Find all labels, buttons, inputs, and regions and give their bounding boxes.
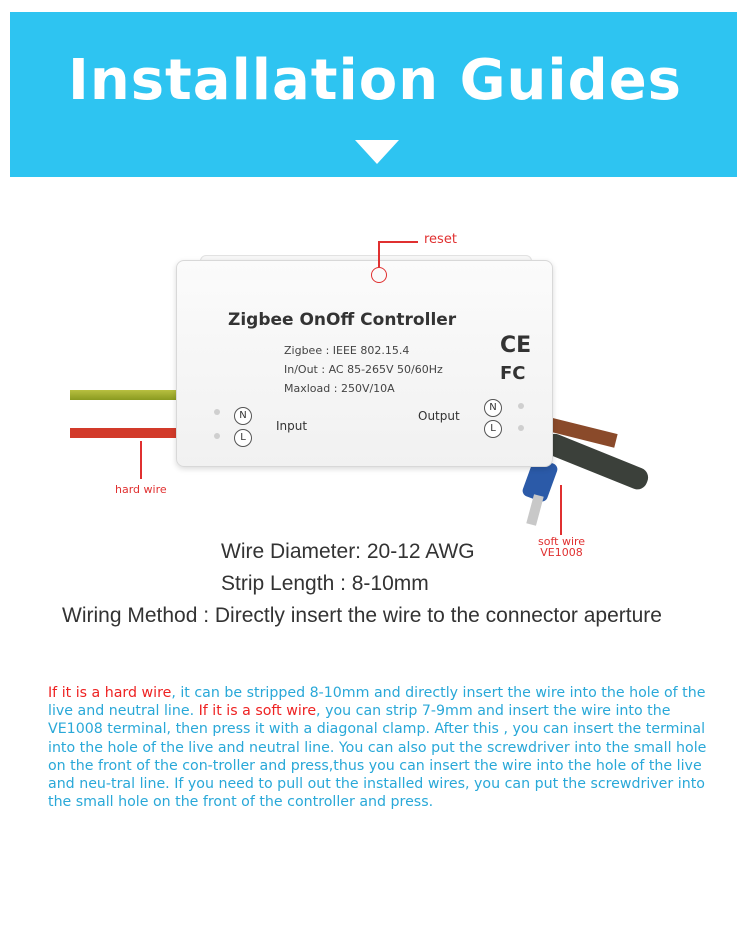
screw-hole (518, 425, 524, 431)
ce-mark-icon: CE (500, 333, 532, 358)
device-illustration (0, 185, 750, 565)
soft-wire-text: soft wire (538, 535, 586, 548)
installation-instructions (48, 684, 728, 811)
hard-wire-callout-line (140, 441, 142, 479)
input-wire-live (70, 428, 190, 438)
input-label: Input (276, 419, 308, 433)
soft-wire-label (538, 536, 585, 558)
output-terminal-n: N (484, 399, 502, 417)
input-terminal-n: N (234, 407, 252, 425)
reset-callout-line (378, 241, 418, 243)
wire-diameter-spec: Wire Diameter: 20-12 AWG (221, 540, 475, 563)
hard-wire-heading: If it is a hard wire (48, 685, 172, 701)
reset-callout-line (378, 241, 380, 267)
hard-wire-label: hard wire (115, 483, 167, 496)
soft-wire-model: VE1008 (540, 546, 583, 559)
fc-mark-icon: FC (500, 363, 526, 384)
device-spec-inout: In/Out : AC 85-265V 50/60Hz (284, 363, 443, 376)
screw-hole (518, 403, 524, 409)
input-wire-neutral (70, 390, 190, 400)
soft-wire-text: , you can strip 7-9mm and insert the wire into the VE1008 terminal, then press it with a diagonal clamp. After this , you can insert the terminal into the hole of the live and neutral line. You can also put the screwdriver into the small hole on the front of the con-troller and press,thus you can insert the wire into the hole of the live and neu-tral line. If you need to pull out the installed wires, you can put the screwdriver into the small hole on the front of the controller and press. (48, 703, 707, 811)
screw-hole (214, 433, 220, 439)
page-title: Installation Guides (68, 48, 682, 113)
output-terminal-l: L (484, 420, 502, 438)
reset-hole-marker (371, 267, 387, 283)
soft-wire-pin (526, 494, 543, 526)
device-spec-zigbee: Zigbee : IEEE 802.15.4 (284, 344, 410, 357)
device-spec-maxload: Maxload : 250V/10A (284, 382, 395, 395)
chevron-down-icon (355, 140, 399, 164)
reset-label: reset (424, 232, 457, 247)
screw-hole (214, 409, 220, 415)
output-label: Output (418, 409, 460, 423)
header-banner (0, 0, 750, 185)
strip-length-spec: Strip Length : 8-10mm (221, 572, 429, 595)
input-terminal-l: L (234, 429, 252, 447)
soft-wire-heading: If it is a soft wire (198, 703, 317, 720)
wiring-method-spec: Wiring Method : Directly insert the wire to the connector aperture (62, 604, 662, 627)
hard-wire-text: , it can be stripped 8-10mm and directly insert the wire into the hole of the live and neutral line. (48, 685, 706, 720)
soft-wire-callout-line (560, 485, 562, 535)
device-name: Zigbee OnOff Controller (228, 310, 457, 330)
